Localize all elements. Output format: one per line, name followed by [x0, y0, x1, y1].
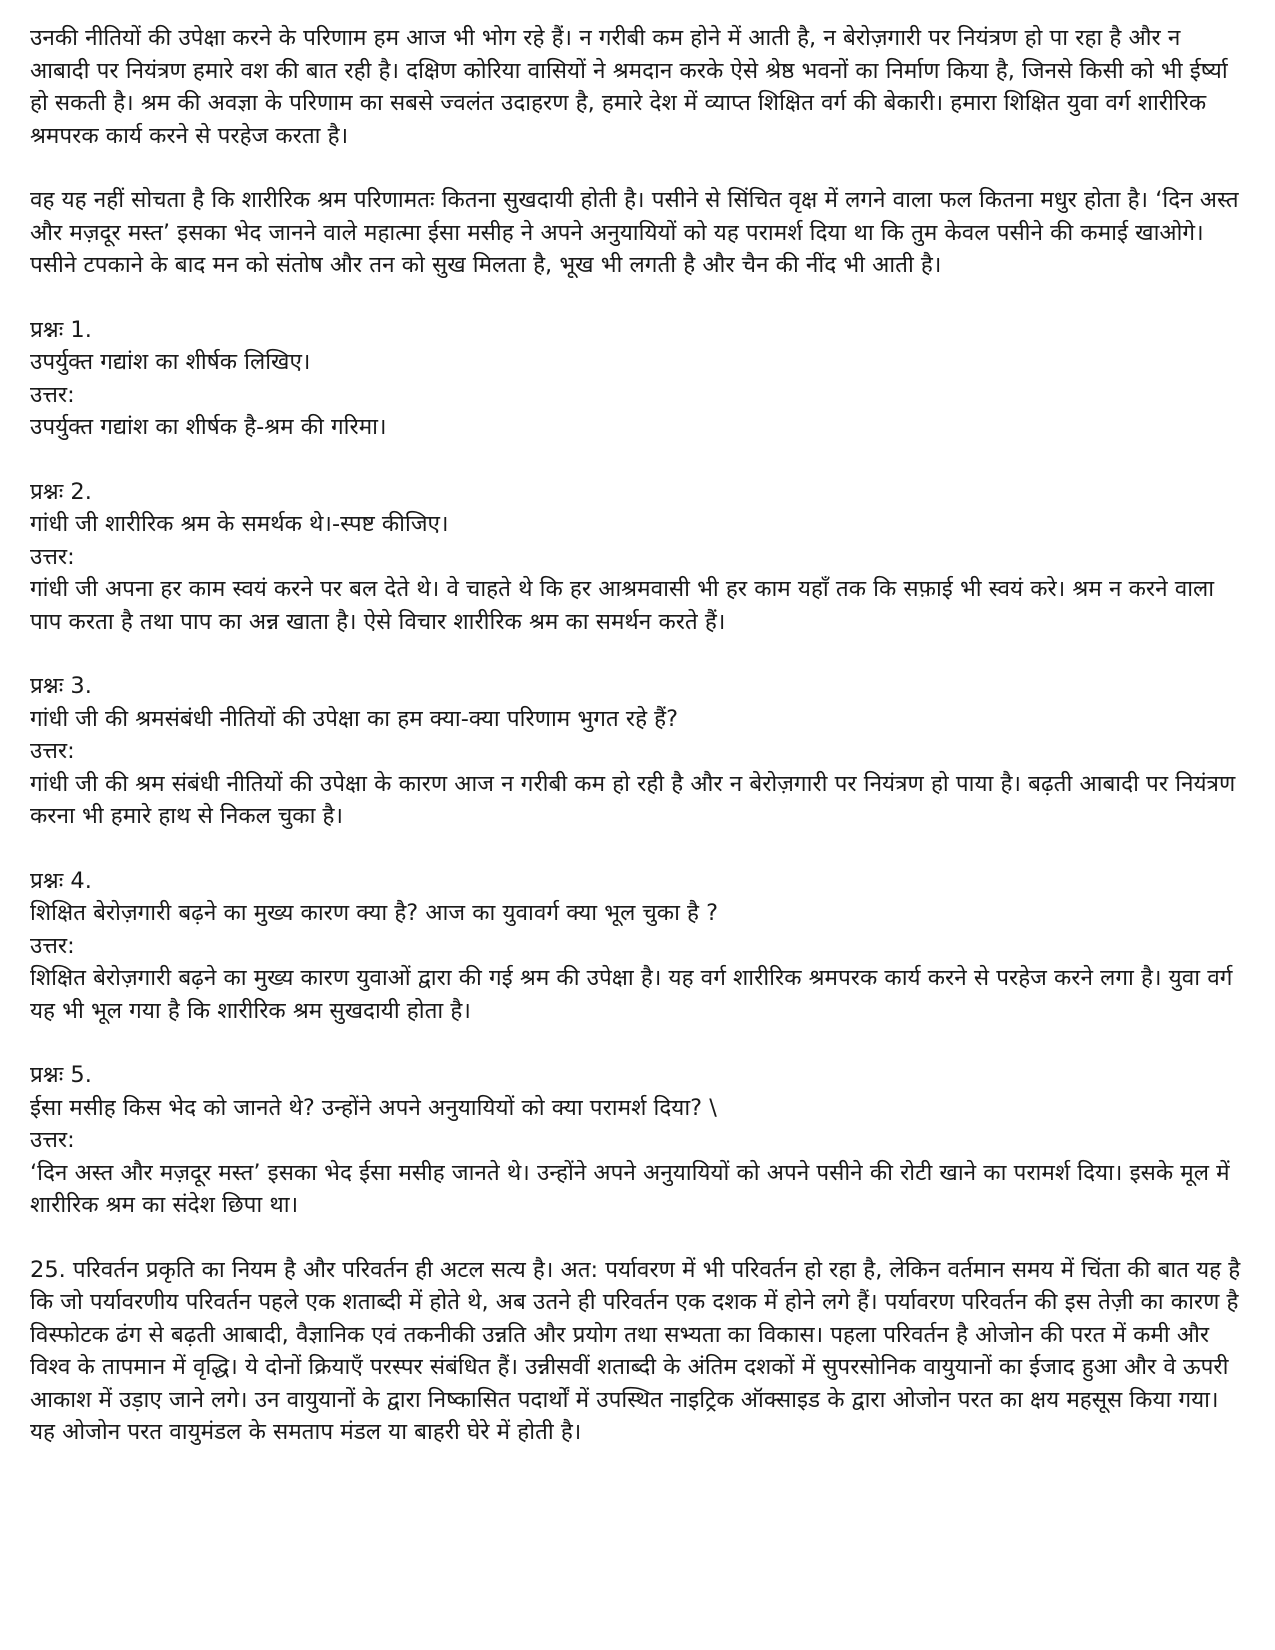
answer-text: गांधी जी अपना हर काम स्वयं करने पर बल देते थे। वे चाहते थे कि हर आश्रमवासी भी हर काम यहाँ तक कि सफ़ाई भी स्वयं करे। श्रम न करने वाला पाप करता है तथा पाप का अन्न खाता है। ऐसे विचार शारीरिक श्रम का समर्थन करते हैं।: [30, 576, 1215, 635]
intro-paragraph-1: उनकी नीतियों की उपेक्षा करने के परिणाम हम आज भी भोग रहे हैं। न गरीबी कम होने में आती है, न बेरोज़गारी पर नियंत्रण हो पा रहा है और न आबादी पर नियंत्रण हमारे वश की बात रही है। दक्षिण कोरिया वासियों ने श्रमदान करके ऐसे श्रेष्ठ भवनों का निर्माण किया है, जिनसे किसी को भी ईर्ष्या हो सकती है। श्रम की अवज्ञा के परिणाम का सबसे ज्वलंत उदाहरण है, हमारे देश में व्याप्त शिक्षित वर्ग की बेकारी। हमारा शिक्षित युवा वर्ग शारीरिक श्रमपरक कार्य करने से परहेज करता है।: [30, 25, 1228, 149]
question-label: प्रश्नः 4.: [30, 867, 92, 894]
answer-text: गांधी जी की श्रम संबंधी नीतियों की उपेक्षा के कारण आज न गरीबी कम हो रही है और न बेरोज़गारी पर नियंत्रण हो पाया है। बढ़ती आबादी पर नियंत्रण करना भी हमारे हाथ से निकल चुका है।: [30, 770, 1236, 829]
question-label: प्रश्नः 2.: [30, 478, 92, 505]
answer-text: शिक्षित बेरोज़गारी बढ़ने का मुख्य कारण युवाओं द्वारा की गई श्रम की उपेक्षा है। यह वर्ग शारीरिक श्रमपरक कार्य करने से परहेज करने लगा है। युवा वर्ग यह भी भूल गया है कि शारीरिक श्रम सुखदायी होता है।: [30, 965, 1233, 1024]
question-text: शिक्षित बेरोज़गारी बढ़ने का मुख्य कारण क्या है? आज का युवावर्ग क्या भूल चुका है ?: [30, 900, 719, 926]
question-label: प्रश्नः 3.: [30, 673, 92, 699]
question-block-5: [30, 1059, 1245, 1222]
question-text: गांधी जी शारीरिक श्रम के समर्थक थे।-स्पष्ट कीजिए।: [30, 511, 449, 537]
answer-text: उपर्युक्त गद्यांश का शीर्षक है-श्रम की गरिमा।: [30, 414, 387, 440]
question-block-3: [30, 670, 1245, 833]
question-block-1: [30, 314, 1245, 444]
question-label: प्रश्नः 5.: [30, 1062, 92, 1088]
answer-text: ‘दिन अस्त और मज़दूर मस्त’ इसका भेद ईसा मसीह जानते थे। उन्होंने अपने अनुयायियों को अपने पसीने की रोटी खाने का परामर्श दिया। इसके मूल में शारीरिक श्रम का संदेश छिपा था।: [30, 1159, 1230, 1218]
question-text: उपर्युक्त गद्यांश का शीर्षक लिखिए।: [30, 349, 311, 375]
question-label: प्रश्नः 1.: [30, 316, 92, 343]
intro-paragraph-2: वह यह नहीं सोचता है कि शारीरिक श्रम परिणामतः कितना सुखदायी होती है। पसीने से सिंचित वृक्ष में लगने वाला फल कितना मधुर होता है। ‘दिन अस्त और मज़दूर मस्त’ इसका भेद जानने वाले महात्मा ईसा मसीह ने अपने अनुयायियों को यह परामर्श दिया था कि तुम केवल पसीने की कमाई खाओगे। पसीने टपकाने के बाद मन को संतोष और तन को सुख मिलता है, भूख भी लगती है और चैन की नींद भी आती है।: [30, 187, 1239, 278]
answer-label: उत्तर:: [30, 381, 75, 408]
closing-paragraph: 25. परिवर्तन प्रकृति का नियम है और परिवर्तन ही अटल सत्य है। अत: पर्यावरण में भी परिवर्तन हो रहा है, लेकिन वर्तमान समय में चिंता की बात यह है कि जो पर्यावरणीय परिवर्तन पहले एक शताब्दी में होते थे, अब उतने ही परिवर्तन एक दशक में होने लगे हैं। पर्यावरण परिवर्तन की इस तेज़ी का कारण है विस्फोटक ढंग से बढ़ती आबादी, वैज्ञानिक एवं तकनीकी उन्नति और प्रयोग तथा सभ्यता का विकास। पहला परिवर्तन है ओजोन की परत में कमी और विश्व के तापमान में वृद्धि। ये दोनों क्रियाएँ परस्पर संबंधित हैं। उन्नीसवीं शताब्दी के अंतिम दशकों में सुपरसोनिक वायुयानों का ईजाद हुआ और वे ऊपरी आकाश में उड़ाए जाने लगे। उन वायुयानों के द्वारा निष्कासित पदार्थों में उपस्थित नाइट्रिक ऑक्साइड के द्वारा ओजोन परत का क्षय महसूस किया गया। यह ओजोन परत वायुमंडल के समताप मंडल या बाहरी घेरे में होती है।: [30, 1256, 1241, 1445]
answer-label: उत्तर:: [30, 543, 75, 570]
question-text: गांधी जी की श्रमसंबंधी नीतियों की उपेक्षा का हम क्या-क्या परिणाम भुगत रहे हैं?: [30, 705, 679, 732]
question-block-4: [30, 865, 1245, 1028]
answer-label: उत्तर:: [30, 1127, 75, 1153]
answer-label: उत्तर:: [30, 738, 75, 764]
question-block-2: [30, 476, 1245, 639]
answer-label: उत्तर:: [30, 932, 75, 959]
question-text: ईसा मसीह किस भेद को जानते थे? उन्होंने अपने अनुयायियों को क्या परामर्श दिया? \: [30, 1094, 717, 1121]
document-page: [30, 22, 1245, 1449]
